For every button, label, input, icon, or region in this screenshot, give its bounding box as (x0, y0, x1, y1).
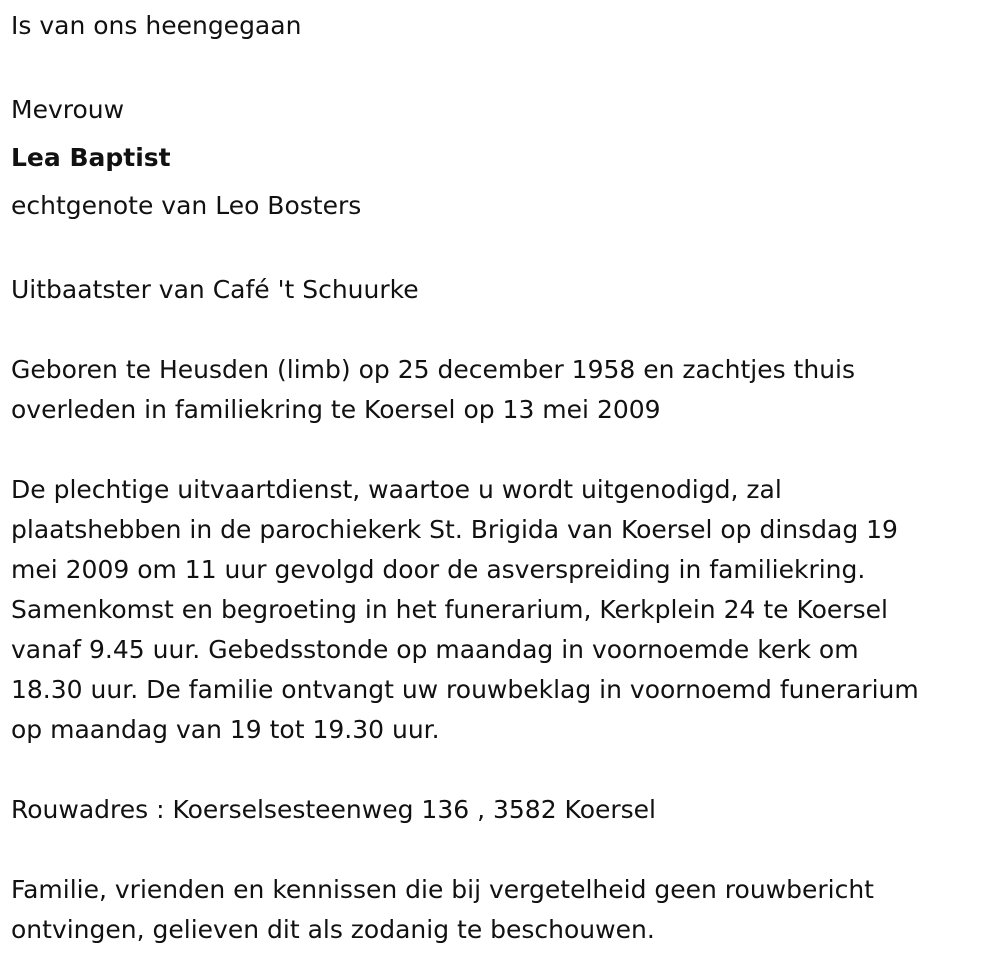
name-block (11, 86, 991, 230)
paragraph-line: 18.30 uur. De familie ontvangt uw rouwbeklag in voornoemd funerarium (11, 675, 919, 704)
paragraph-line: Familie, vrienden en kennissen die bij vergetelheid geen rouwbericht (11, 875, 874, 904)
obituary-notice (11, 6, 991, 950)
occupation-text: Uitbaatster van Café 't Schuurke (11, 275, 419, 304)
spacer (11, 430, 991, 470)
birth-death-paragraph (11, 350, 991, 430)
paragraph-line: Samenkomst en begroeting in het funerarium, Kerkplein 24 te Koersel (11, 595, 888, 624)
paragraph-line: Geboren te Heusden (limb) op 25 december 1958 en zachtjes thuis (11, 355, 856, 384)
paragraph-line: ontvingen, gelieven dit als zodanig te beschouwen. (11, 915, 655, 944)
spacer (11, 46, 991, 86)
deceased-name: Lea Baptist (11, 143, 171, 172)
paragraph-line: overleden in familiekring te Koersel op 13 mei 2009 (11, 395, 661, 424)
intro-text: Is van ons heengegaan (11, 11, 302, 40)
spacer (11, 830, 991, 870)
spacer (11, 310, 991, 350)
spouse-text: echtgenote van Leo Bosters (11, 191, 362, 220)
spacer (11, 230, 991, 270)
funeral-paragraph (11, 470, 991, 750)
closing-paragraph (11, 870, 991, 950)
paragraph-line: De plechtige uitvaartdienst, waartoe u wordt uitgenodigd, zal (11, 475, 782, 504)
paragraph-line: vanaf 9.45 uur. Gebedsstonde op maandag in voornoemde kerk om (11, 635, 859, 664)
paragraph-line: mei 2009 om 11 uur gevolgd door de asverspreiding in familiekring. (11, 555, 866, 584)
spacer (11, 750, 991, 790)
mourning-address: Rouwadres : Koerselsesteenweg 136 , 3582 Koersel (11, 795, 656, 824)
salutation: Mevrouw (11, 95, 125, 124)
paragraph-line: plaatshebben in de parochiekerk St. Brigida van Koersel op dinsdag 19 (11, 515, 898, 544)
paragraph-line: op maandag van 19 tot 19.30 uur. (11, 715, 440, 744)
